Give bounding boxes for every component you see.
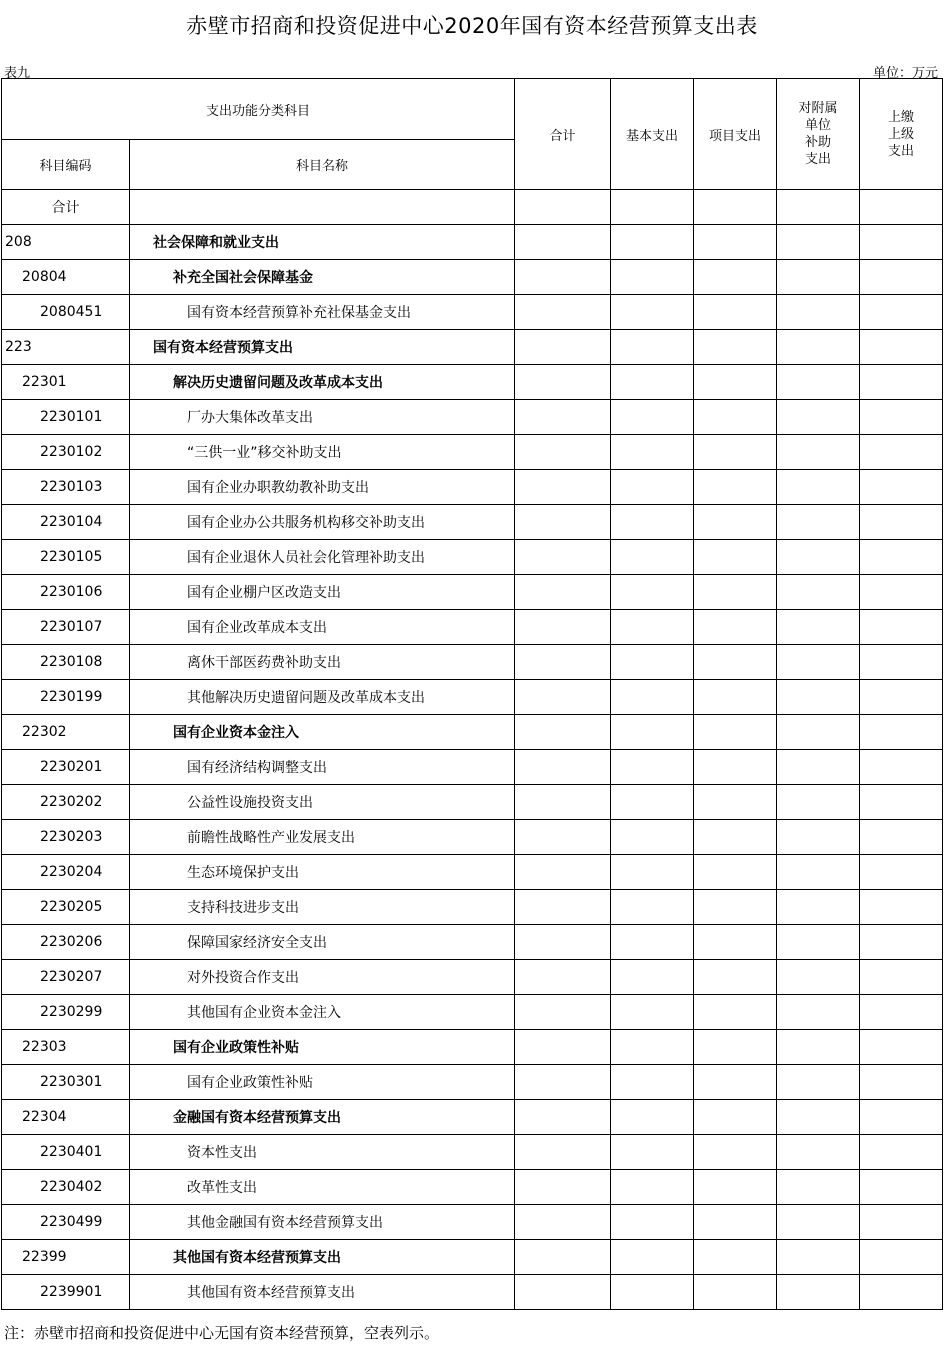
- empty-cell: [860, 995, 943, 1030]
- subject-code: 208: [2, 225, 130, 260]
- page-title: 赤壁市招商和投资促进中心2020年国有资本经营预算支出表: [186, 14, 758, 38]
- empty-cell: [611, 890, 694, 925]
- subject-code: 2230299: [2, 995, 130, 1030]
- empty-cell: [515, 995, 611, 1030]
- empty-cell: [694, 260, 777, 295]
- empty-cell: [515, 855, 611, 890]
- empty-cell: [777, 225, 860, 260]
- table-row: [2, 470, 943, 505]
- subject-code: 2230402: [2, 1170, 130, 1205]
- empty-cell: [694, 190, 777, 225]
- subject-name: 其他解决历史遗留问题及改革成本支出: [130, 680, 515, 715]
- empty-cell: [515, 610, 611, 645]
- subject-code: 2230103: [2, 470, 130, 505]
- empty-cell: [777, 785, 860, 820]
- empty-cell: [694, 820, 777, 855]
- header-subsidy: [777, 79, 860, 190]
- empty-cell: [694, 890, 777, 925]
- header-subsidy-line: 补助: [805, 135, 832, 150]
- subject-code: 2230203: [2, 820, 130, 855]
- header-project: 项目支出: [694, 79, 777, 190]
- subject-name: 国有资本经营预算支出: [130, 330, 515, 365]
- empty-cell: [515, 1100, 611, 1135]
- empty-cell: [860, 820, 943, 855]
- subject-code: 20804: [2, 260, 130, 295]
- empty-cell: [515, 1170, 611, 1205]
- subject-name: 离休干部医药费补助支出: [130, 645, 515, 680]
- empty-cell: [860, 610, 943, 645]
- empty-cell: [777, 260, 860, 295]
- empty-cell: [860, 1205, 943, 1240]
- subject-name: 对外投资合作支出: [130, 960, 515, 995]
- empty-cell: [515, 330, 611, 365]
- empty-cell: [515, 1135, 611, 1170]
- empty-cell: [611, 330, 694, 365]
- subject-name: 生态环境保护支出: [130, 855, 515, 890]
- table-row: [2, 925, 943, 960]
- table-row: [2, 225, 943, 260]
- empty-cell: [694, 750, 777, 785]
- empty-cell: [860, 225, 943, 260]
- header-code: 科目编码: [2, 140, 130, 190]
- empty-cell: [777, 330, 860, 365]
- empty-cell: [515, 925, 611, 960]
- empty-cell: [860, 1030, 943, 1065]
- table-row: [2, 890, 943, 925]
- empty-cell: [694, 645, 777, 680]
- empty-cell: [515, 645, 611, 680]
- empty-cell: [860, 960, 943, 995]
- header-name: 科目名称: [130, 140, 515, 190]
- subject-code: 2080451: [2, 295, 130, 330]
- empty-cell: [130, 190, 515, 225]
- empty-cell: [515, 820, 611, 855]
- empty-cell: [694, 1170, 777, 1205]
- empty-cell: [777, 1100, 860, 1135]
- empty-cell: [515, 1275, 611, 1310]
- empty-cell: [611, 505, 694, 540]
- header-subsidy-line: 单位: [805, 118, 832, 133]
- empty-cell: [860, 505, 943, 540]
- empty-cell: [860, 925, 943, 960]
- subject-name: 补充全国社会保障基金: [130, 260, 515, 295]
- empty-cell: [515, 890, 611, 925]
- empty-cell: [611, 1065, 694, 1100]
- empty-cell: [694, 540, 777, 575]
- table-row: [2, 365, 943, 400]
- subject-name: 资本性支出: [130, 1135, 515, 1170]
- empty-cell: [777, 960, 860, 995]
- subject-code: 223: [2, 330, 130, 365]
- empty-cell: [694, 855, 777, 890]
- table-row: [2, 855, 943, 890]
- table-row: [2, 1135, 943, 1170]
- header-subsidy-line: 对附属: [798, 101, 838, 116]
- subject-name: 公益性设施投资支出: [130, 785, 515, 820]
- empty-cell: [515, 1205, 611, 1240]
- table-row: [2, 960, 943, 995]
- empty-cell: [515, 505, 611, 540]
- table-row: [2, 505, 943, 540]
- subject-name: 其他国有资本经营预算支出: [130, 1275, 515, 1310]
- table-row: [2, 1240, 943, 1275]
- table-row: [2, 1030, 943, 1065]
- empty-cell: [694, 365, 777, 400]
- empty-cell: [611, 750, 694, 785]
- empty-cell: [611, 365, 694, 400]
- empty-cell: [777, 540, 860, 575]
- subject-name: 国有企业改革成本支出: [130, 610, 515, 645]
- empty-cell: [611, 1100, 694, 1135]
- subject-name: 国有企业资本金注入: [130, 715, 515, 750]
- subject-name: 支持科技进步支出: [130, 890, 515, 925]
- empty-cell: [777, 680, 860, 715]
- table-row: [2, 1100, 943, 1135]
- empty-cell: [515, 260, 611, 295]
- empty-cell: [777, 505, 860, 540]
- empty-cell: [777, 750, 860, 785]
- empty-cell: [611, 855, 694, 890]
- empty-cell: [694, 575, 777, 610]
- subject-name: 国有资本经营预算补充社保基金支出: [130, 295, 515, 330]
- table-row: [2, 750, 943, 785]
- table-row: [2, 680, 943, 715]
- empty-cell: [515, 785, 611, 820]
- empty-cell: [611, 400, 694, 435]
- empty-cell: [611, 960, 694, 995]
- table-row: [2, 260, 943, 295]
- empty-cell: [694, 1065, 777, 1100]
- empty-cell: [860, 890, 943, 925]
- table-row: [2, 610, 943, 645]
- subject-name: 其他国有企业资本金注入: [130, 995, 515, 1030]
- subject-name: 国有企业退休人员社会化管理补助支出: [130, 540, 515, 575]
- empty-cell: [694, 715, 777, 750]
- empty-cell: [777, 1240, 860, 1275]
- empty-cell: [694, 1205, 777, 1240]
- empty-cell: [515, 190, 611, 225]
- header-total: 合计: [515, 79, 611, 190]
- empty-cell: [860, 1240, 943, 1275]
- empty-cell: [860, 540, 943, 575]
- empty-cell: [777, 1275, 860, 1310]
- empty-cell: [777, 820, 860, 855]
- subject-code: 2239901: [2, 1275, 130, 1310]
- empty-cell: [515, 470, 611, 505]
- empty-cell: [694, 995, 777, 1030]
- empty-cell: [860, 1100, 943, 1135]
- empty-cell: [611, 1205, 694, 1240]
- empty-cell: [777, 575, 860, 610]
- table-row: [2, 400, 943, 435]
- empty-cell: [515, 365, 611, 400]
- subject-code: 2230199: [2, 680, 130, 715]
- empty-cell: [777, 855, 860, 890]
- subject-code: 2230202: [2, 785, 130, 820]
- subject-code: 2230104: [2, 505, 130, 540]
- empty-cell: [777, 1205, 860, 1240]
- empty-cell: [611, 1030, 694, 1065]
- table-number: 表九: [4, 66, 31, 81]
- empty-cell: [860, 645, 943, 680]
- empty-cell: [515, 295, 611, 330]
- subject-code: 2230499: [2, 1205, 130, 1240]
- subject-name: 社会保障和就业支出: [130, 225, 515, 260]
- subject-code: 2230401: [2, 1135, 130, 1170]
- subject-code: 22302: [2, 715, 130, 750]
- table-row: [2, 1065, 943, 1100]
- subject-name: 国有企业办公共服务机构移交补助支出: [130, 505, 515, 540]
- empty-cell: [611, 715, 694, 750]
- subject-name: 保障国家经济安全支出: [130, 925, 515, 960]
- empty-cell: [694, 785, 777, 820]
- empty-cell: [777, 1170, 860, 1205]
- subject-code: 2230107: [2, 610, 130, 645]
- subject-code: 2230206: [2, 925, 130, 960]
- empty-cell: [694, 295, 777, 330]
- subject-name: 国有企业棚户区改造支出: [130, 575, 515, 610]
- empty-cell: [611, 645, 694, 680]
- subject-name: 金融国有资本经营预算支出: [130, 1100, 515, 1135]
- subject-name: 国有企业政策性补贴: [130, 1065, 515, 1100]
- empty-cell: [515, 680, 611, 715]
- table-row: [2, 715, 943, 750]
- empty-cell: [611, 225, 694, 260]
- subject-name: 前瞻性战略性产业发展支出: [130, 820, 515, 855]
- subject-code: 22304: [2, 1100, 130, 1135]
- header-category: 支出功能分类科目: [2, 79, 515, 140]
- empty-cell: [860, 435, 943, 470]
- subject-name: 解决历史遗留问题及改革成本支出: [130, 365, 515, 400]
- empty-cell: [611, 295, 694, 330]
- empty-cell: [860, 750, 943, 785]
- subject-name: “三供一业”移交补助支出: [130, 435, 515, 470]
- empty-cell: [694, 925, 777, 960]
- subject-name: 国有企业办职教幼教补助支出: [130, 470, 515, 505]
- empty-cell: [694, 400, 777, 435]
- empty-cell: [694, 680, 777, 715]
- subject-code: 2230102: [2, 435, 130, 470]
- empty-cell: [515, 225, 611, 260]
- empty-cell: [611, 610, 694, 645]
- empty-cell: [860, 190, 943, 225]
- empty-cell: [515, 1065, 611, 1100]
- empty-cell: [777, 995, 860, 1030]
- empty-cell: [777, 1065, 860, 1100]
- empty-cell: [515, 435, 611, 470]
- empty-cell: [860, 575, 943, 610]
- empty-cell: [694, 330, 777, 365]
- header-basic: 基本支出: [611, 79, 694, 190]
- subject-name: 国有企业政策性补贴: [130, 1030, 515, 1065]
- subject-code: 2230205: [2, 890, 130, 925]
- empty-cell: [860, 295, 943, 330]
- empty-cell: [777, 890, 860, 925]
- subject-name: 国有经济结构调整支出: [130, 750, 515, 785]
- subject-code: 2230201: [2, 750, 130, 785]
- empty-cell: [611, 435, 694, 470]
- empty-cell: [515, 715, 611, 750]
- empty-cell: [777, 400, 860, 435]
- empty-cell: [777, 470, 860, 505]
- empty-cell: [611, 785, 694, 820]
- subject-code: 22303: [2, 1030, 130, 1065]
- empty-cell: [777, 1135, 860, 1170]
- empty-cell: [611, 820, 694, 855]
- total-row-label: 合计: [2, 190, 130, 225]
- empty-cell: [860, 365, 943, 400]
- empty-cell: [694, 1135, 777, 1170]
- subject-code: 2230108: [2, 645, 130, 680]
- empty-cell: [694, 225, 777, 260]
- header-upper-line: 支出: [888, 143, 915, 159]
- subject-name: 厂办大集体改革支出: [130, 400, 515, 435]
- empty-cell: [515, 400, 611, 435]
- empty-cell: [777, 435, 860, 470]
- empty-cell: [777, 925, 860, 960]
- empty-cell: [860, 1170, 943, 1205]
- table-row: [2, 1205, 943, 1240]
- empty-cell: [860, 855, 943, 890]
- empty-cell: [860, 330, 943, 365]
- header-subsidy-line: 支出: [805, 152, 832, 167]
- empty-cell: [611, 1170, 694, 1205]
- empty-cell: [515, 750, 611, 785]
- empty-cell: [777, 295, 860, 330]
- header-upper-line: 上缴: [888, 109, 915, 125]
- empty-cell: [515, 540, 611, 575]
- subject-code: 2230105: [2, 540, 130, 575]
- empty-cell: [694, 960, 777, 995]
- subject-code: 2230204: [2, 855, 130, 890]
- empty-cell: [515, 575, 611, 610]
- table-row: [2, 575, 943, 610]
- table-row: [2, 540, 943, 575]
- table-row: [2, 295, 943, 330]
- empty-cell: [515, 1030, 611, 1065]
- footnote: 注：赤壁市招商和投资促进中心无国有资本经营预算，空表列示。: [4, 1324, 440, 1342]
- empty-cell: [611, 260, 694, 295]
- empty-cell: [860, 785, 943, 820]
- empty-cell: [694, 1240, 777, 1275]
- empty-cell: [611, 190, 694, 225]
- empty-cell: [860, 470, 943, 505]
- empty-cell: [860, 680, 943, 715]
- empty-cell: [777, 715, 860, 750]
- subject-name: 改革性支出: [130, 1170, 515, 1205]
- empty-cell: [694, 1100, 777, 1135]
- empty-cell: [515, 960, 611, 995]
- header-upper: [860, 79, 943, 190]
- subject-name: 其他国有资本经营预算支出: [130, 1240, 515, 1275]
- total-row: [2, 190, 943, 225]
- subject-code: 22301: [2, 365, 130, 400]
- empty-cell: [860, 1275, 943, 1310]
- subject-code: 22399: [2, 1240, 130, 1275]
- empty-cell: [611, 575, 694, 610]
- header-upper-line: 上级: [888, 126, 915, 142]
- empty-cell: [777, 610, 860, 645]
- empty-cell: [860, 400, 943, 435]
- empty-cell: [611, 680, 694, 715]
- empty-cell: [860, 1065, 943, 1100]
- subject-code: 2230301: [2, 1065, 130, 1100]
- empty-cell: [860, 715, 943, 750]
- empty-cell: [611, 470, 694, 505]
- empty-cell: [611, 925, 694, 960]
- table-row: [2, 820, 943, 855]
- table-row: [2, 435, 943, 470]
- budget-table: [1, 78, 943, 1310]
- table-row: [2, 645, 943, 680]
- empty-cell: [611, 1240, 694, 1275]
- empty-cell: [694, 1030, 777, 1065]
- unit-label: 单位：万元: [872, 66, 938, 81]
- empty-cell: [611, 540, 694, 575]
- table-row: [2, 330, 943, 365]
- table-row: [2, 995, 943, 1030]
- subject-name: 其他金融国有资本经营预算支出: [130, 1205, 515, 1240]
- subject-code: 2230106: [2, 575, 130, 610]
- table-row: [2, 1170, 943, 1205]
- empty-cell: [777, 365, 860, 400]
- empty-cell: [860, 1135, 943, 1170]
- empty-cell: [694, 435, 777, 470]
- empty-cell: [611, 995, 694, 1030]
- empty-cell: [611, 1275, 694, 1310]
- table-row: [2, 1275, 943, 1310]
- empty-cell: [777, 1030, 860, 1065]
- empty-cell: [694, 1275, 777, 1310]
- empty-cell: [515, 1240, 611, 1275]
- empty-cell: [694, 505, 777, 540]
- empty-cell: [694, 610, 777, 645]
- empty-cell: [694, 470, 777, 505]
- table-row: [2, 785, 943, 820]
- subject-code: 2230207: [2, 960, 130, 995]
- subject-code: 2230101: [2, 400, 130, 435]
- empty-cell: [777, 190, 860, 225]
- empty-cell: [860, 260, 943, 295]
- empty-cell: [777, 645, 860, 680]
- empty-cell: [611, 1135, 694, 1170]
